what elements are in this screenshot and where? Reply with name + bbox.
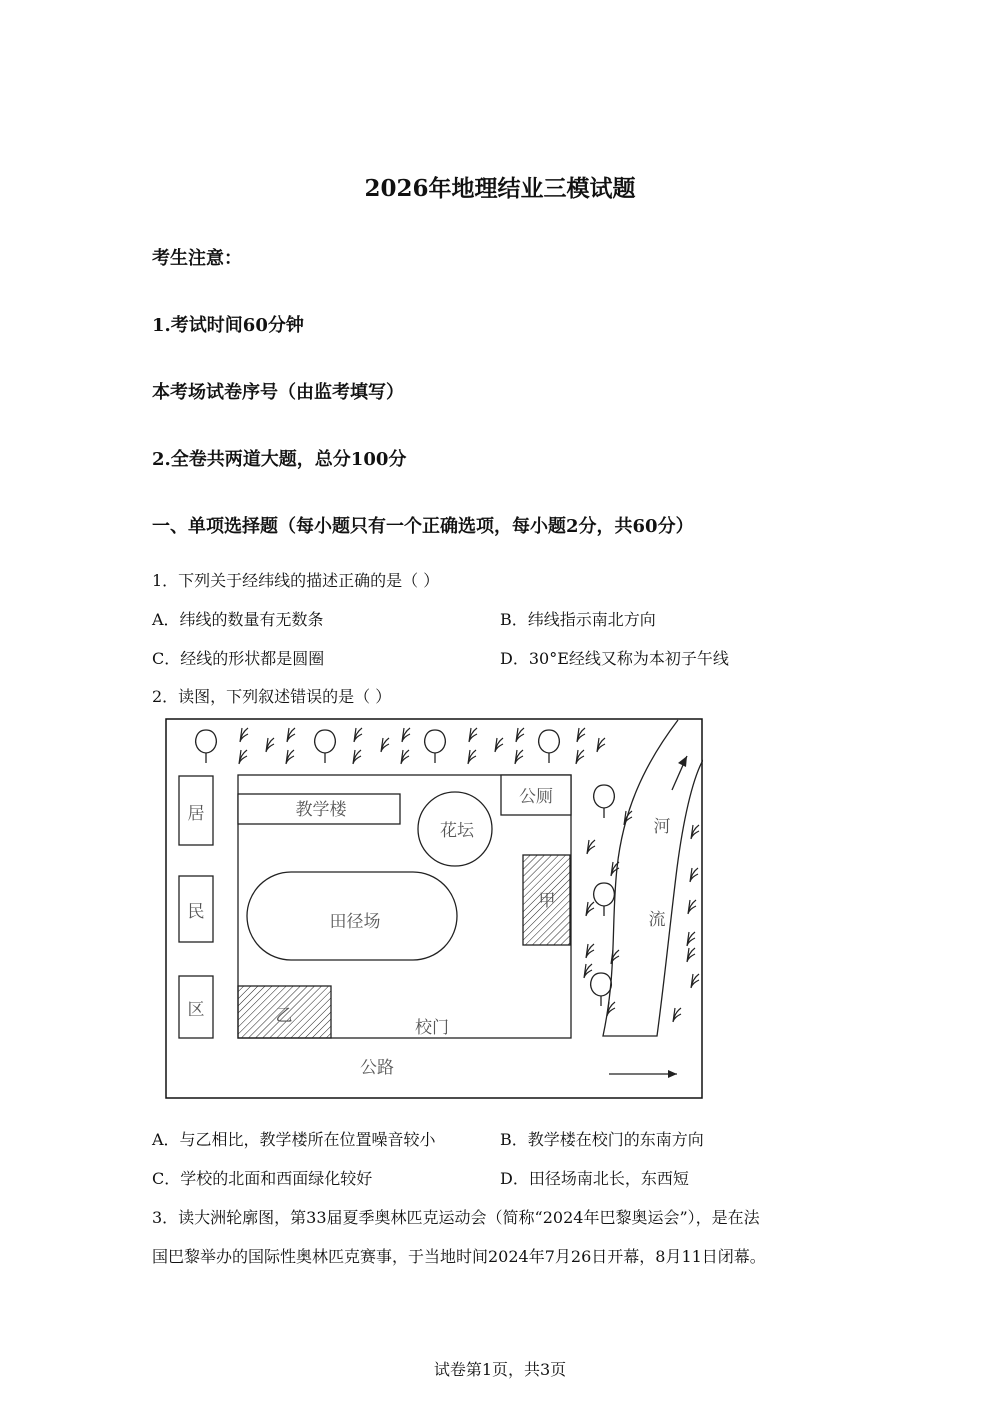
river (603, 720, 703, 1036)
river-label-1: 河 (653, 817, 671, 837)
question-1-option-b: B．纬线指示南北方向 (500, 610, 656, 629)
notice-exam-time: 1.考试时间60分钟 (152, 315, 304, 336)
residential-label-1: 居 (187, 804, 205, 824)
notice-paper-number: 本考场试卷序号（由监考填写） (152, 382, 404, 403)
section-heading: 一、单项选择题（每小题只有一个正确选项，每小题2分，共60分） (152, 516, 694, 537)
flower-bed-label: 花坛 (440, 821, 474, 841)
question-1-option-d: D．30°E经线又称为本初子午线 (500, 649, 729, 668)
area-jia-label: 甲 (538, 891, 556, 911)
question-2-option-d: D．田径场南北长，东西短 (500, 1169, 689, 1188)
east-greenery (584, 785, 699, 1022)
page-footer: 试卷第1页，共3页 (433, 1360, 567, 1379)
question-1-option-c: C．经线的形状都是圆圈 (152, 649, 325, 668)
notice-total-score: 2.全卷共两道大题，总分100分 (152, 449, 407, 470)
question-2-stem: 2．读图，下列叙述错误的是（ ） (152, 687, 392, 706)
question-2-option-b: B．教学楼在校门的东南方向 (500, 1130, 704, 1149)
notice-heading: 考生注意： (152, 248, 242, 269)
question-1-stem: 1．下列关于经纬线的描述正确的是（ ） (152, 571, 440, 590)
river-flow-arrow (672, 756, 687, 790)
north-greenery (196, 728, 605, 764)
question-1-option-a: A．纬线的数量有无数条 (152, 610, 324, 629)
toilet-label: 公厕 (519, 787, 553, 807)
question-2-option-c: C．学校的北面和西面绿化较好 (152, 1169, 373, 1188)
page-title: 2026年地理结业三模试题 (364, 175, 636, 202)
residential-label-3: 区 (187, 1000, 205, 1020)
school-map (165, 718, 703, 1100)
question-2-option-a: A．与乙相比，教学楼所在位置噪音较小 (152, 1130, 436, 1149)
area-yi-label: 乙 (275, 1006, 293, 1026)
road-label: 公路 (360, 1058, 394, 1078)
track-field-label: 田径场 (329, 912, 381, 932)
teaching-building-label: 教学楼 (295, 800, 347, 820)
river-label-2: 流 (648, 910, 666, 930)
school-gate-label: 校门 (415, 1018, 449, 1038)
question-3-stem-line2: 国巴黎举办的国际性奥林匹克赛事，于当地时间2024年7月26日开幕，8月11日闭幕。 (152, 1247, 766, 1266)
road-direction-arrow (609, 1070, 677, 1078)
question-3-stem-line1: 3．读大洲轮廓图，第33届夏季奥林匹克运动会（简称“2024年巴黎奥运会”），是在法 (152, 1208, 760, 1227)
residential-label-2: 民 (187, 902, 205, 922)
